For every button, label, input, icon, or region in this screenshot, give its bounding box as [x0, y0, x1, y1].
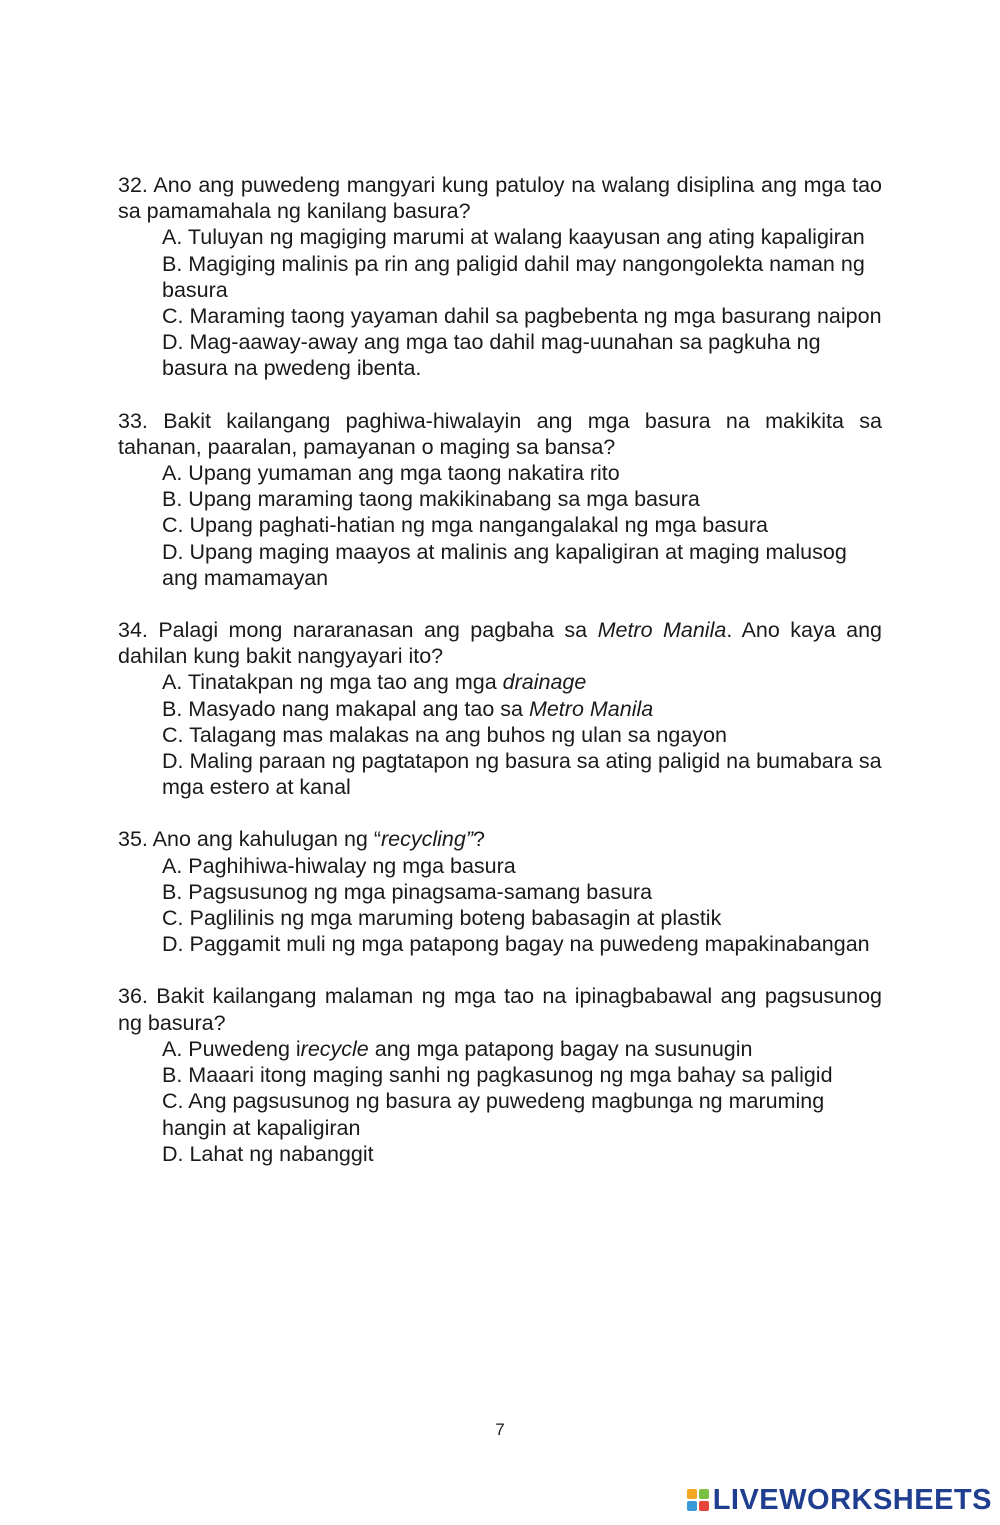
option-text: C. Ang pagsusunog ng basura ay puwedeng magbunga ng maruming hangin at kapaligiran — [162, 1089, 825, 1140]
stem-text: ? — [473, 827, 485, 852]
option-c: C. Maraming taong yayaman dahil sa pagbebenta ng mga basurang naipon — [162, 304, 882, 329]
option-b — [118, 1062, 882, 1088]
question-stem — [118, 826, 882, 852]
option-c — [118, 722, 882, 748]
stem-italic: recycling” — [381, 827, 473, 852]
stem-text: 35. Ano ang kahulugan ng “ — [118, 827, 381, 852]
worksheet-content — [118, 172, 882, 1193]
question-stem: 33. Bakit kailangang paghiwa-hiwalayin ang mga basura na makikita sa tahanan, paaralan, pamayanan o maging sa bansa? — [118, 408, 882, 459]
page-number: 7 — [495, 1420, 505, 1439]
question-34 — [118, 617, 882, 800]
option-a: A. Upang yumaman ang mga taong nakatira rito — [162, 461, 620, 486]
option-text: C. Talagang mas malakas na ang buhos ng ulan sa ngayon — [162, 722, 727, 747]
option-a — [118, 1036, 882, 1062]
option-text: D. Lahat ng nabanggit — [162, 1141, 374, 1166]
option-c: C. Paglilinis ng mga maruming boteng babasagin at plastik — [162, 906, 722, 931]
question-35 — [118, 826, 882, 957]
question-stem: 32. Ano ang puwedeng mangyari kung patuloy na walang disiplina ang mga tao sa pamamahala ng kanilang basura? — [118, 173, 882, 224]
option-d — [118, 1141, 882, 1167]
option-italic: Metro Manila — [528, 696, 654, 721]
option-text: B. Masyado nang makapal ang tao sa — [162, 696, 529, 721]
option-a: A. Tuluyan ng magiging marumi at walang kaayusan ang ating kapaligiran — [162, 225, 865, 250]
option-text: A. Tinatakpan ng mga tao ang mga — [162, 670, 503, 695]
stem-text: . Ano kaya ang dahilan kung bakit nangyayari ito? — [118, 618, 882, 669]
option-c: C. Upang paghati-hatian ng mga nangangalakal ng mga basura — [162, 513, 769, 538]
stem-italic: Metro Manila — [597, 618, 727, 643]
option-b: B. Pagsusunog ng mga pinagsama-samang basura — [162, 879, 653, 904]
watermark-text: LIVEWORKSHEETS — [712, 1483, 992, 1516]
question-32 — [118, 172, 882, 382]
option-text: A. Puwedeng i — [162, 1036, 301, 1061]
option-d: D. Mag-aaway-away ang mga tao dahil mag-uunahan sa pagkuha ng basura na pwedeng ibenta. — [162, 330, 821, 381]
option-b — [118, 696, 882, 722]
option-italic: drainage — [502, 670, 587, 695]
liveworksheets-logo-icon — [687, 1489, 709, 1511]
option-a — [118, 669, 882, 695]
question-36 — [118, 983, 882, 1166]
question-stem — [118, 617, 882, 669]
option-d: D. Upang maging maayos at malinis ang kapaligiran at maging malusog ang mamamayan — [162, 539, 847, 590]
option-d: D. Paggamit muli ng mga patapong bagay na puwedeng mapakinabangan — [162, 932, 870, 957]
option-c — [118, 1088, 882, 1140]
option-italic: recycle — [300, 1036, 369, 1061]
option-a: A. Paghihiwa-hiwalay ng mga basura — [162, 853, 516, 878]
option-text: ang mga patapong bagay na susunugin — [368, 1036, 753, 1061]
option-text: B. Maaari itong maging sanhi ng pagkasunog ng mga bahay sa paligid — [162, 1063, 833, 1088]
option-b: B. Magiging malinis pa rin ang paligid dahil may nangongolekta naman ng basura — [162, 251, 865, 302]
option-text: D. Maling paraan ng pagtatapon ng basura sa ating paligid na bumabara sa mga estero at kanal — [162, 749, 882, 800]
question-33 — [118, 408, 882, 591]
stem-text: 34. Palagi mong nararanasan ang pagbaha sa — [118, 618, 598, 643]
option-b: B. Upang maraming taong makikinabang sa mga basura — [162, 487, 700, 512]
question-stem: 36. Bakit kailangang malaman ng mga tao na ipinagbabawal ang pagsusunog ng basura? — [118, 984, 882, 1035]
liveworksheets-watermark — [687, 1477, 992, 1523]
option-d — [118, 748, 882, 800]
